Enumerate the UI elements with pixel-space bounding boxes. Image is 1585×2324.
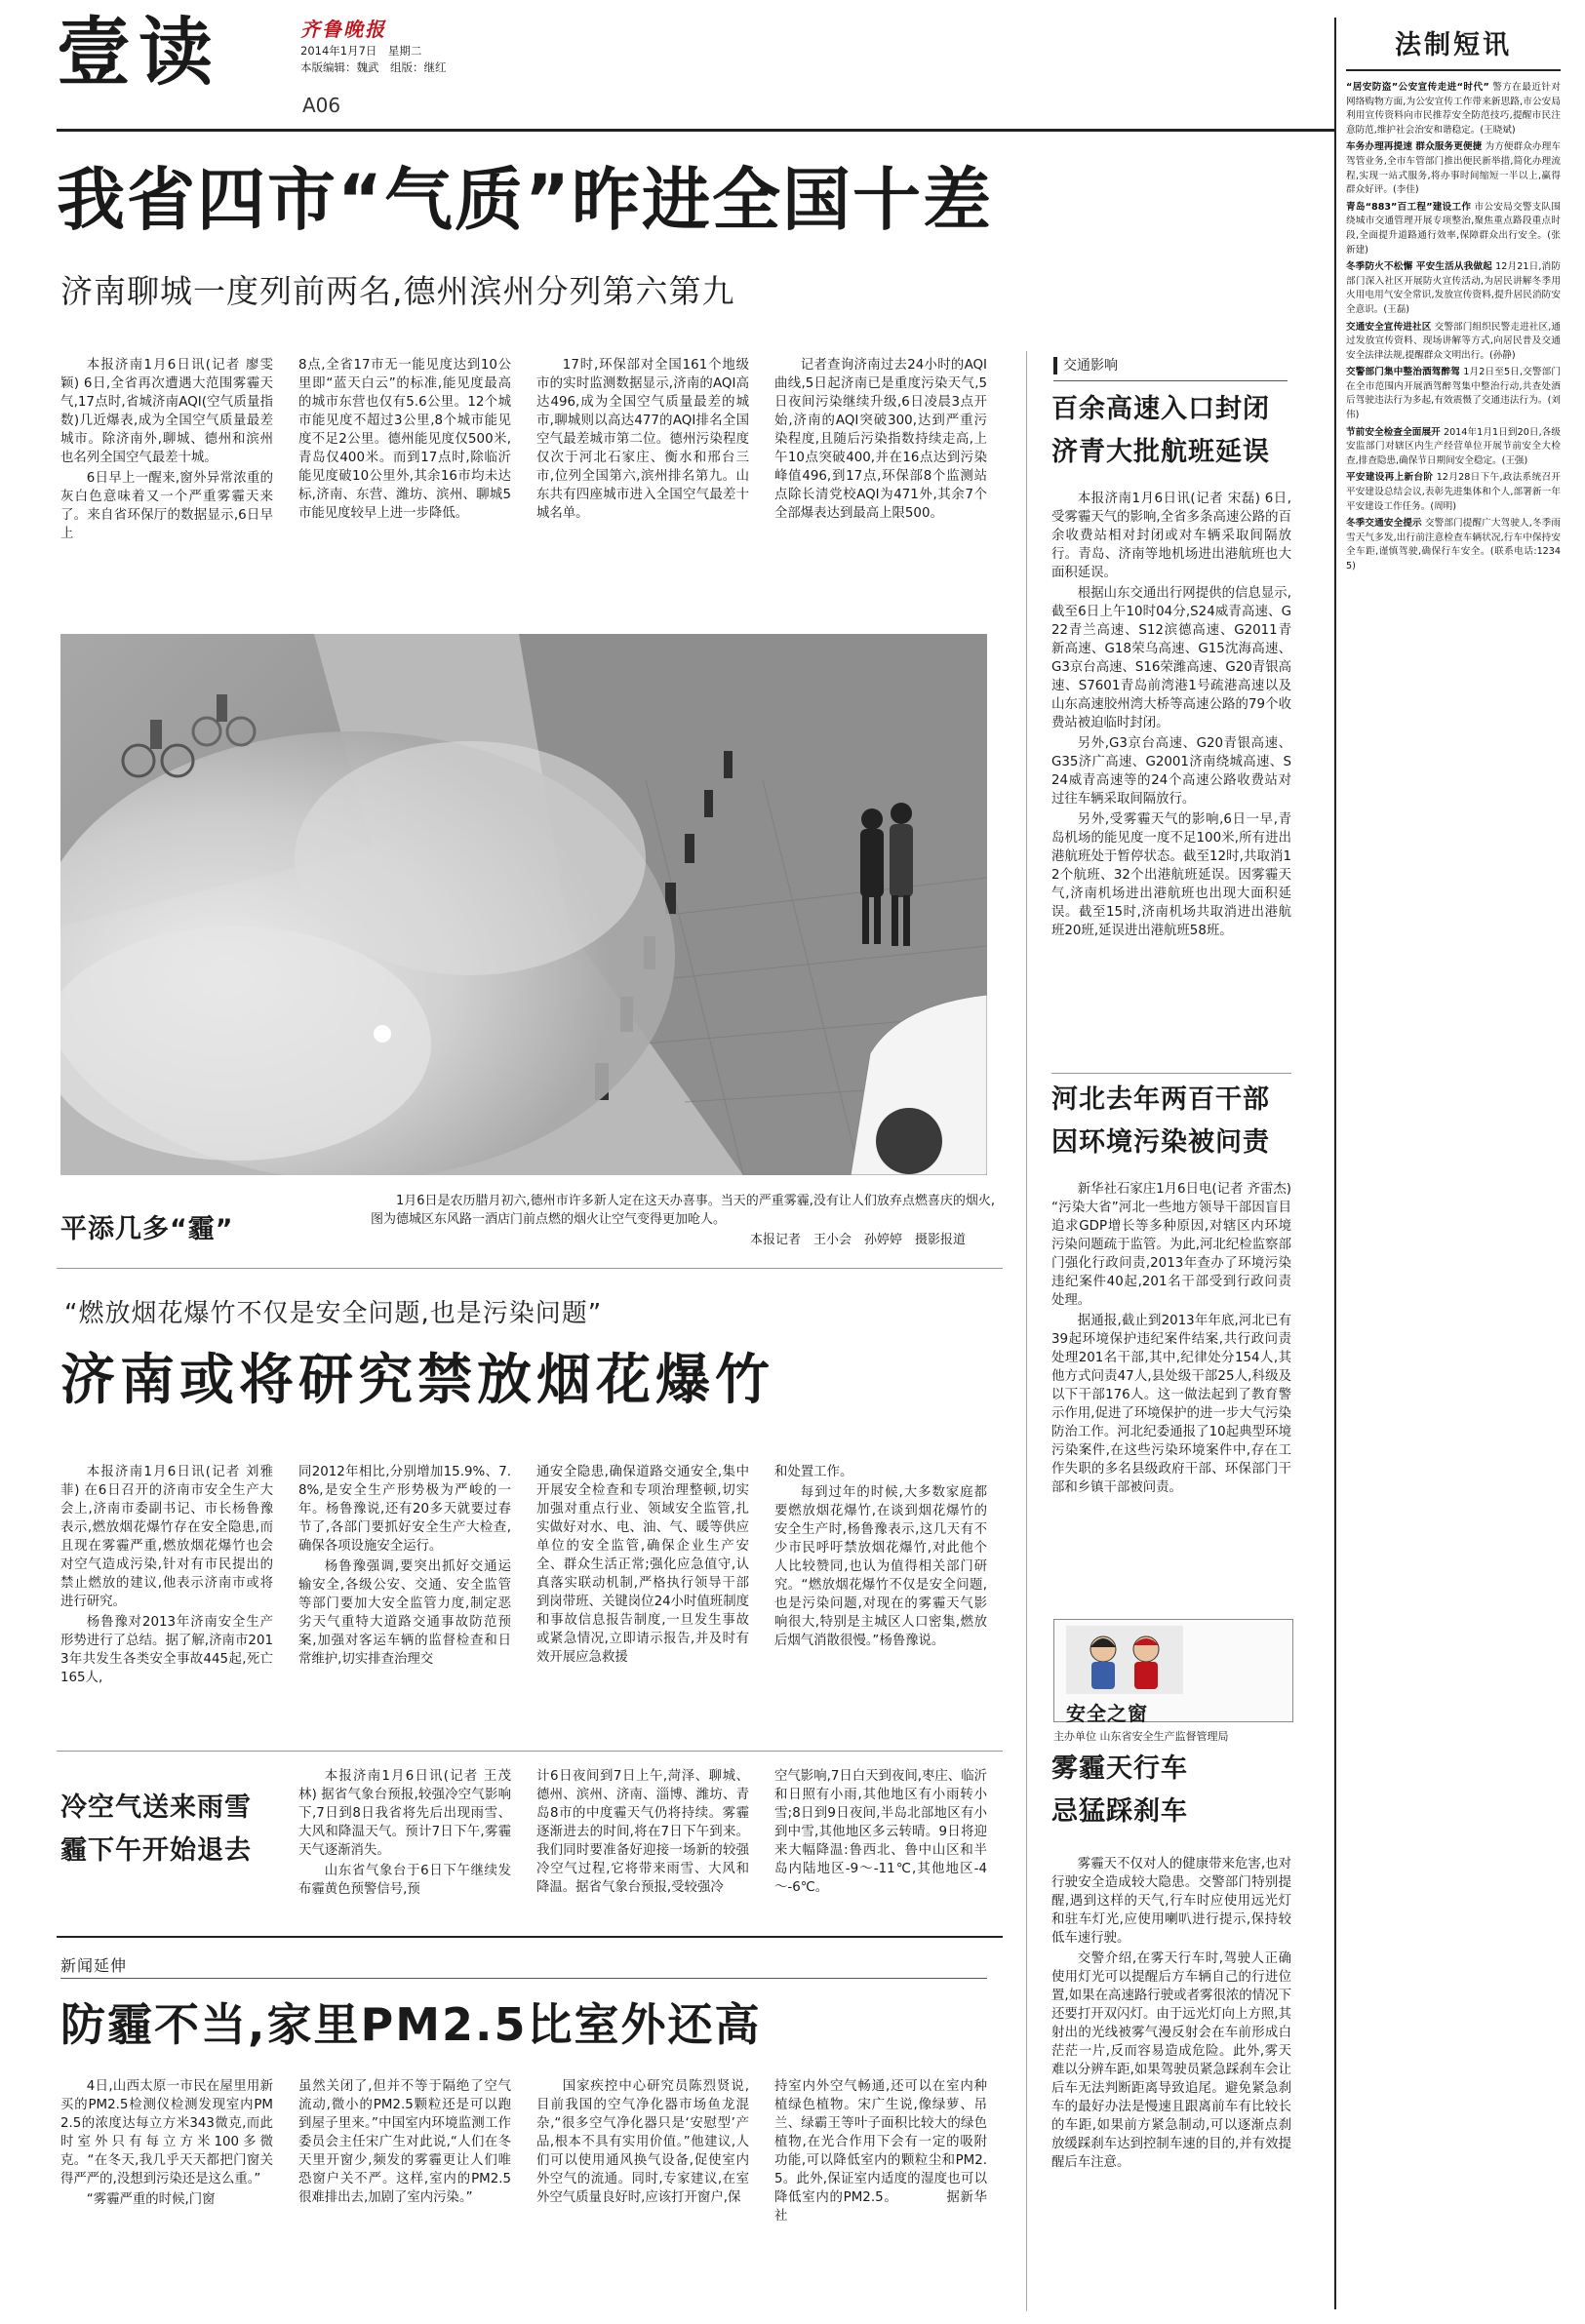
traffic-paragraph: 根据山东交通出行网提供的信息显示,截至6日上午10时04分,S24威青高速、G22青兰高速、S12滨德高速、G2011青新高速、G18荣乌高速、G15沈海高速、G3京台高速、S16荣潍高速、G20青银高速、S7601青岛前湾港1号疏港高速以及山东高速胶州湾大桥等高速公路的79个收费站被迫临时封闭。 xyxy=(1051,586,1291,730)
lead-paragraph: 17时,环保部对全国161个地级市的实时监测数据显示,济南的AQI高达496,成为全国空气质量最差的城市,聊城则以高达477的AQI排名全国空气最差城市第二位。德州污染程度仅次于河北石家庄、衡水和邢台三市,位列全国第六,滨州排名第九。山东共有四座城市进入全国空气最差十城名单。 xyxy=(536,358,749,521)
photo-title: 平添几多“霾” xyxy=(60,1214,234,1244)
legal-brief-body: 12月21日,消防部门深入社区开展防火宣传活动,为居民讲解冬季用火用电用气安全常识,发放宣传资料,提升居民消防安全意识。(王磊) xyxy=(1346,261,1561,315)
traffic-headline-line2: 济青大批航班延误 xyxy=(1051,437,1270,467)
smog-photo xyxy=(60,634,987,1175)
story2-paragraph: 每到过年的时候,大多数家庭都要燃放烟花爆竹,在谈到烟花爆竹的安全生产时,杨鲁豫表示,这几天有不少市民呼吁禁放烟花爆竹,对此他个人比较赞同,也认为值得相关部门研究。“燃放烟花爆竹不仅是安全问题,也是污染问题,对现在的雾霾天气影响很大,特别是主城区人口密集,燃放后烟气消散很慢。”杨鲁豫说。 xyxy=(774,1485,987,1648)
legal-brief-head: 交警部门集中整治酒驾醉驾 xyxy=(1346,367,1460,378)
legal-brief xyxy=(1346,426,1561,469)
story2-paragraph: 本报济南1月6日讯(记者 刘雅菲) 在6日召开的济南市安全生产大会上,济南市委副书记、市长杨鲁豫表示,燃放烟花爆竹存在安全隐患,而且现在雾霾严重,燃放烟花爆竹也会对空气造成污染,针对有市民提出的禁止燃放的建议,他表示济南市或将进行研究。 xyxy=(60,1465,273,1609)
editor-credit: 本版编辑：魏武 xyxy=(300,60,379,74)
legal-brief-body: 12月28日下午,政法系统召开平安建设总结会议,表彰先进集体和个人,部署新一年平安建设工作任务。(周明) xyxy=(1346,472,1562,512)
safety-badge: 安全之窗 xyxy=(1066,1702,1148,1725)
lead-subhead: 济南聊城一度列前两名,德州滨州分列第六第九 xyxy=(60,272,735,310)
legal-panel xyxy=(1334,18,1561,2309)
divider xyxy=(57,1268,1003,1269)
divider xyxy=(57,1936,1003,1938)
safety-paragraph: 交警介绍,在雾天行车时,驾驶人正确使用灯光可以提醒后方车辆自己的行进位置,如果在高速路行驶或者雾很浓的情况下还要打开双闪灯。由于远光灯向上方照,其射出的光线被雾气漫反射会在车前形成白茫茫一片,反而容易造成危险。此外,雾天难以分辨车距,如果驾驶员紧急踩刹车会让后车无法判断距离导致追尾。避免紧急刹车的最好办法是慢速且跟离前车有比较长的车距,如果前方紧急制动,可以逐渐点刹放缓踩刹车达到控制车速的目的,并有效提醒后车注意。 xyxy=(1051,1951,1291,2170)
legal-briefs xyxy=(1346,81,1561,574)
issue-date: 2014年1月7日 xyxy=(300,44,377,58)
column-divider xyxy=(1026,351,1027,2311)
story2-paragraph: 通安全隐患,确保道路交通安全,集中开展安全检查和专项治理整顿,切实加强对重点行业、领域安全监管,扎实做好对水、电、油、气、暖等供应单位的安全监管,确保企业生产安全、群众生活正常;强化应急值守,认真落实联动机制,严格执行领导干部到岗带班、关键岗位24小时值班制度和事故信息报告制度,一旦发生事故或紧急情况,立即请示报告,并及时有效开展应急救援 xyxy=(536,1465,749,1665)
legal-brief xyxy=(1346,471,1561,514)
story4-col-4 xyxy=(774,2077,987,2227)
story4-paragraph: 虽然关闭了,但并不等于隔绝了空气流动,微小的PM2.5颗粒还是可以跑到屋子里来。”中国室内环境监测工作委员会主任宋广生对此说,“人们在冬天里开窗少,频发的雾霾更让人们唯恐窗户关不严。这样,室内的PM2.5很难排出去,加剧了室内污染。” xyxy=(298,2079,511,2205)
legal-brief xyxy=(1346,201,1561,257)
tag-rule xyxy=(60,1978,987,1979)
hebei-headline xyxy=(1051,1079,1270,1164)
weather-headline-line1: 冷空气送来雨雪 xyxy=(60,1792,252,1823)
legal-brief xyxy=(1346,260,1561,317)
lead-headline: 我省四市“气质”昨进全国十差 xyxy=(57,160,994,240)
legal-brief-head: 节前安全检查全面展开 xyxy=(1346,426,1441,438)
legal-brief-head: 车务办理再提速 群众服务更便捷 xyxy=(1346,141,1483,153)
photo-credit: 本报记者 王小会 孙婷婷 摄影报道 xyxy=(749,1233,966,1247)
header-meta xyxy=(300,43,447,76)
weather-headline-line2: 霾下午开始退去 xyxy=(60,1835,252,1866)
legal-brief-head: “居安防盗”公安宣传走进“时代” xyxy=(1346,82,1489,93)
lead-col-3 xyxy=(536,356,749,525)
lead-paragraph: 6日早上一醒来,窗外异常浓重的灰白色意味着又一个严重雾霾天来了。来自省环保厅的数据显示,6日早上 xyxy=(60,471,273,541)
lead-paragraph: 记者查询济南过去24小时的AQI曲线,5日起济南已是重度污染天气,5日夜间污染继续升级,6日凌晨3点开始,济南的AQI突破300,达到严重污染程度,且随后污染指数持续走高,上午10点突破400,并在16点达到污染峰值496,到17点,环保部8个监测站点除长清党校AQI为471外,其余7个全部爆表达到最高上限500。 xyxy=(774,358,987,521)
section-title: 壹读 xyxy=(57,9,220,96)
weather-paragraph: 山东省气象台于6日下午继续发布霾黄色预警信号,预 xyxy=(298,1864,511,1897)
smog-photo-image xyxy=(60,634,987,1175)
hebei-paragraph: 据通报,截止到2013年年底,河北已有39起环境保护违纪案件结案,共行政问责处理201名干部,其中,纪律处分154人,其他方式问责47人,县处级干部25人,科级及以下干部176人。这一做法起到了教育警示作用,促进了环境保护的进一步大气污染防治工作。河北纪委通报了10起典型环境污染案件,在这些污染环境案件中,存在工作失职的多名县级政府干部、环保部门干部和乡镇干部被问责。 xyxy=(1051,1314,1291,1495)
legal-brief xyxy=(1346,366,1561,422)
legal-brief-body: 市公安局交警支队围绕城市交通管理开展专项整治,聚焦重点路段重点时段,全面提升道路通行效率,保障群众出行安全。(张新建) xyxy=(1346,201,1561,256)
weather-paragraph: 计6日夜间到7日上午,菏泽、聊城、德州、滨州、济南、淄博、潍坊、青岛8市的中度霾天气仍将持续。雾霾逐渐进去的时间,将在7日下午到来。我们同时要准备好迎接一场新的较强冷空气过程,它将带来雨雪、大风和降温。据省气象台预报,受较强冷 xyxy=(536,1769,749,1895)
safety-paragraph: 雾霾天不仅对人的健康带来危害,也对行驶安全造成较大隐患。交警部门特别提醒,遇到这样的天气,行车时应使用远光灯和驻车灯光,应使用喇叭进行提示,保持较低车速行驶。 xyxy=(1051,1857,1291,1946)
hebei-headline-line2: 因环境污染被问责 xyxy=(1051,1127,1270,1158)
hebei-headline-line1: 河北去年两百干部 xyxy=(1051,1084,1270,1115)
layout-credit: 组版：继红 xyxy=(390,60,447,74)
safety-body xyxy=(1051,1855,1291,2174)
traffic-headline xyxy=(1051,388,1270,474)
story4-col-1 xyxy=(60,2077,273,2211)
story4-paragraph: 持室内外空气畅通,还可以在室内种植绿色植物。宋广生说,像绿萝、吊兰、绿霸王等叶子面积比较大的绿色植物,在光合作用下会有一定的吸附功能,可以降低室内的颗粒尘和PM2.5。此外,保证室内适度的湿度也可以降低室内的PM2.5。 据新华社 xyxy=(774,2079,987,2224)
story2-paragraph: 杨鲁豫对2013年济南安全生产形势进行了总结。据了解,济南市2013年共发生各类安全事故445起,死亡165人, xyxy=(60,1615,273,1685)
story2-paragraph: 和处置工作。 xyxy=(774,1465,853,1479)
weather-col-1 xyxy=(298,1767,511,1901)
story4-paragraph: 4日,山西太原一市民在屋里用新买的PM2.5检测仪检测发现室内PM2.5的浓度达每立方米343微克,而此时室外只有每立方米100多微克。“在冬天,我几乎天天都把门窗关得严严的,没想到污染还是这么重。” xyxy=(60,2079,273,2186)
legal-brief-body: 交警部门组织民警走进社区,通过发放宣传资料、现场讲解等方式,向居民普及交通安全法律法规,提醒群众文明出行。(孙静) xyxy=(1346,321,1561,361)
traffic-headline-line1: 百余高速入口封闭 xyxy=(1051,394,1270,424)
traffic-paragraph: 另外,G3京台高速、G20青银高速、G35济广高速、G2001济南绕城高速、S24威青高速等的24个高速公路收费站对过往车辆采取间隔放行。 xyxy=(1051,736,1291,807)
photo-caption: 1月6日是农历腊月初六,德州市许多新人定在这天办喜事。当天的严重雾霾,没有让人们放弃点燃喜庆的烟火,图为德城区东风路一酒店门前点燃的烟火让空气变得更加呛人。 xyxy=(371,1194,995,1227)
divider xyxy=(1051,1073,1291,1074)
legal-brief-body: 1月2日至5日,交警部门在全市范围内开展酒驾醉驾集中整治行动,共查处酒后驾驶违法行为多起,有效震慑了交通违法行为。(刘伟) xyxy=(1346,367,1561,421)
story2-col-3 xyxy=(536,1463,749,1669)
photo-caption-box xyxy=(371,1192,995,1249)
legal-brief xyxy=(1346,321,1561,364)
safety-window xyxy=(1053,1619,1293,1725)
divider xyxy=(57,1751,1003,1752)
story2-quote: “燃放烟花爆竹不仅是安全问题,也是污染问题” xyxy=(64,1299,603,1328)
legal-brief-body: 交警部门提醒广大驾驶人,冬季雨雪天气多发,出行前注意检查车辆状况,行车中保持安全车距,谨慎驾驶,确保行车安全。(联系电话:12345) xyxy=(1346,518,1561,571)
story4-paragraph: 国家疾控中心研究员陈烈贤说,目前我国的空气净化器市场鱼龙混杂,“很多空气净化器只是‘安慰型’产品,根本不具有实用价值。”他建议,人们可以使用通风换气设备,促使室内外空气的流通。同时,专家建议,在室外空气质量良好时,应该打开窗户,保 xyxy=(536,2079,749,2205)
lead-col-4 xyxy=(774,356,987,525)
legal-brief xyxy=(1346,140,1561,197)
weather-paragraph: 空气影响,7日白天到夜间,枣庄、临沂和日照有小雨,其他地区有小雨转小雪;8日到9日夜间,半岛北部地区有小到中雪,其他地区多云转晴。9日将迎来大幅降温:鲁西北、鲁中山区和半岛内陆地区-9～-11℃,其他地区-4～-6℃。 xyxy=(774,1769,987,1895)
traffic-paragraph: 另外,受雾霾天气的影响,6日一早,青岛机场的能见度一度不足100米,所有进出港航班处于暂停状态。截至12时,共取消12个航班、32个出港航班延误。因雾霾天气,济南机场进出港航班也出现大面积延误。截至15时,济南机场共取消进出港航班20班,延误进出港航班58班。 xyxy=(1051,812,1291,938)
tag-rule xyxy=(1053,380,1288,381)
legal-brief-head: 交通安全宣传进社区 xyxy=(1346,321,1432,333)
legal-brief xyxy=(1346,81,1561,138)
lead-paragraph: 8点,全省17市无一能见度达到10公里即“蓝天白云”的标准,能见度最高的城市东营也仅有5.6公里。12个城市能见度不超过3公里,8个城市能见度不足2公里。德州能见度仅500米,青岛仅400米。而到17点时,除临沂能见度破10公里外,其余16市均未达标,济南、东营、潍坊、滨州、聊城5市能见度较早上进一步降低。 xyxy=(298,358,511,521)
story4-headline: 防霾不当,家里PM2.5比室外还高 xyxy=(60,1998,762,2051)
weather-paragraph: 本报济南1月6日讯(记者 王茂林) 据省气象台预报,较强冷空气影响下,7日到8日我省将先后出现雨雪、大风和降温天气。预计7日下午,雾霾天气逐渐消失。 xyxy=(298,1769,511,1858)
legal-brief-head: 青岛“883”百工程”建设工作 xyxy=(1346,201,1472,213)
header-rule xyxy=(57,129,1334,132)
story2-paragraph: 杨鲁豫强调,要突出抓好交通运输安全,各级公安、交通、安全监管等部门要加大安全监管力度,制定恶劣天气重特大道路交通事故防范预案,加强对客运车辆的监督检查和日常维护,切实排查治理交 xyxy=(298,1559,511,1667)
hebei-paragraph: 新华社石家庄1月6日电(记者 齐雷杰) “污染大省”河北一些地方领导干部因盲目追求GDP增长等多种原因,对辖区内环境污染问题疏于监管。为此,河北纪检监察部门强化行政问责,2013年查办了环境污染违纪案件40起,201名干部受到行政问责处理。 xyxy=(1051,1182,1292,1308)
story4-tag: 新闻延伸 xyxy=(60,1956,128,1975)
hebei-body xyxy=(1051,1180,1291,1499)
story4-col-3 xyxy=(536,2077,749,2209)
lead-col-2 xyxy=(298,356,511,525)
safety-headline-line1: 雾霾天行车 xyxy=(1051,1753,1188,1784)
weather-col-3 xyxy=(774,1767,987,1899)
traffic-paragraph: 本报济南1月6日讯(记者 宋磊) 6日,受雾霾天气的影响,全省多条高速公路的百余收费站相对封闭或对车辆采取间隔放行。青岛、济南等地机场进出港航班也大面积延误。 xyxy=(1051,492,1291,580)
newspaper-logo: 齐鲁晚报 xyxy=(300,18,386,41)
safety-headline xyxy=(1051,1748,1188,1833)
legal-brief-head: 冬季交通安全提示 xyxy=(1346,518,1422,530)
legal-brief-body: 为方便群众办理车驾管业务,全市车管部门推出便民新举措,简化办理流程,实现一站式服务,将办事时间缩短一半以上,赢得群众好评。(李佳) xyxy=(1346,141,1562,196)
traffic-body xyxy=(1051,490,1291,942)
legal-brief-head: 冬季防火不松懈 平安生活从我做起 xyxy=(1346,261,1492,273)
legal-brief-body: 警方在最近针对网络购物方面,为公安宣传工作带来新思路,市公安局利用宣传资料向市民推荐安全防范技巧,提醒市民注意防范,维护社会治安和谐稳定。(王晓斌) xyxy=(1346,82,1561,136)
page-number: A06 xyxy=(302,94,341,117)
story2-headline: 济南或将研究禁放烟花爆竹 xyxy=(60,1349,774,1412)
weather-col-2 xyxy=(536,1767,749,1899)
safety-headline-line2: 忌猛踩刹车 xyxy=(1051,1796,1188,1827)
story2-col-1 xyxy=(60,1463,273,1689)
story2-col-4 xyxy=(774,1463,987,1652)
safety-illustration xyxy=(1066,1626,1183,1694)
lead-paragraph: 本报济南1月6日讯(记者 廖雯颖) 6日,全省再次遭遇大范围雾霾天气,17点时,省城济南AQI(空气质量指数)几近爆表,成为全国空气质量最差城市。除济南外,聊城、德州和滨州也名列全国空气最差十城。 xyxy=(60,358,273,465)
legal-brief-head: 平安建设再上新台阶 xyxy=(1346,472,1434,484)
story4-col-2 xyxy=(298,2077,511,2209)
legal-brief xyxy=(1346,517,1561,573)
story2-col-2 xyxy=(298,1463,511,1671)
legal-brief-body: 2014年1月1日到20日,各级安监部门对辖区内生产经营单位开展节前安全大检查,排查隐患,确保节日期间安全稳定。(王强) xyxy=(1346,426,1561,466)
legal-title: 法制短讯 xyxy=(1346,18,1561,71)
story2-paragraph: 同2012年相比,分别增加15.9%、7.8%,是安全生产形势极为严峻的一年。杨鲁豫说,还有20多天就要过春节了,各部门要抓好安全生产大检查,确保各项设施安全运行。 xyxy=(298,1465,511,1554)
traffic-tag: 交通影响 xyxy=(1053,357,1118,374)
safety-sponsor: 主办单位 山东省安全生产监督管理局 xyxy=(1053,1730,1229,1743)
lead-col-1 xyxy=(60,356,273,545)
issue-weekday: 星期二 xyxy=(387,44,422,58)
weather-headline xyxy=(60,1787,252,1872)
story4-paragraph: “雾霾严重的时候,门窗 xyxy=(86,2192,216,2207)
